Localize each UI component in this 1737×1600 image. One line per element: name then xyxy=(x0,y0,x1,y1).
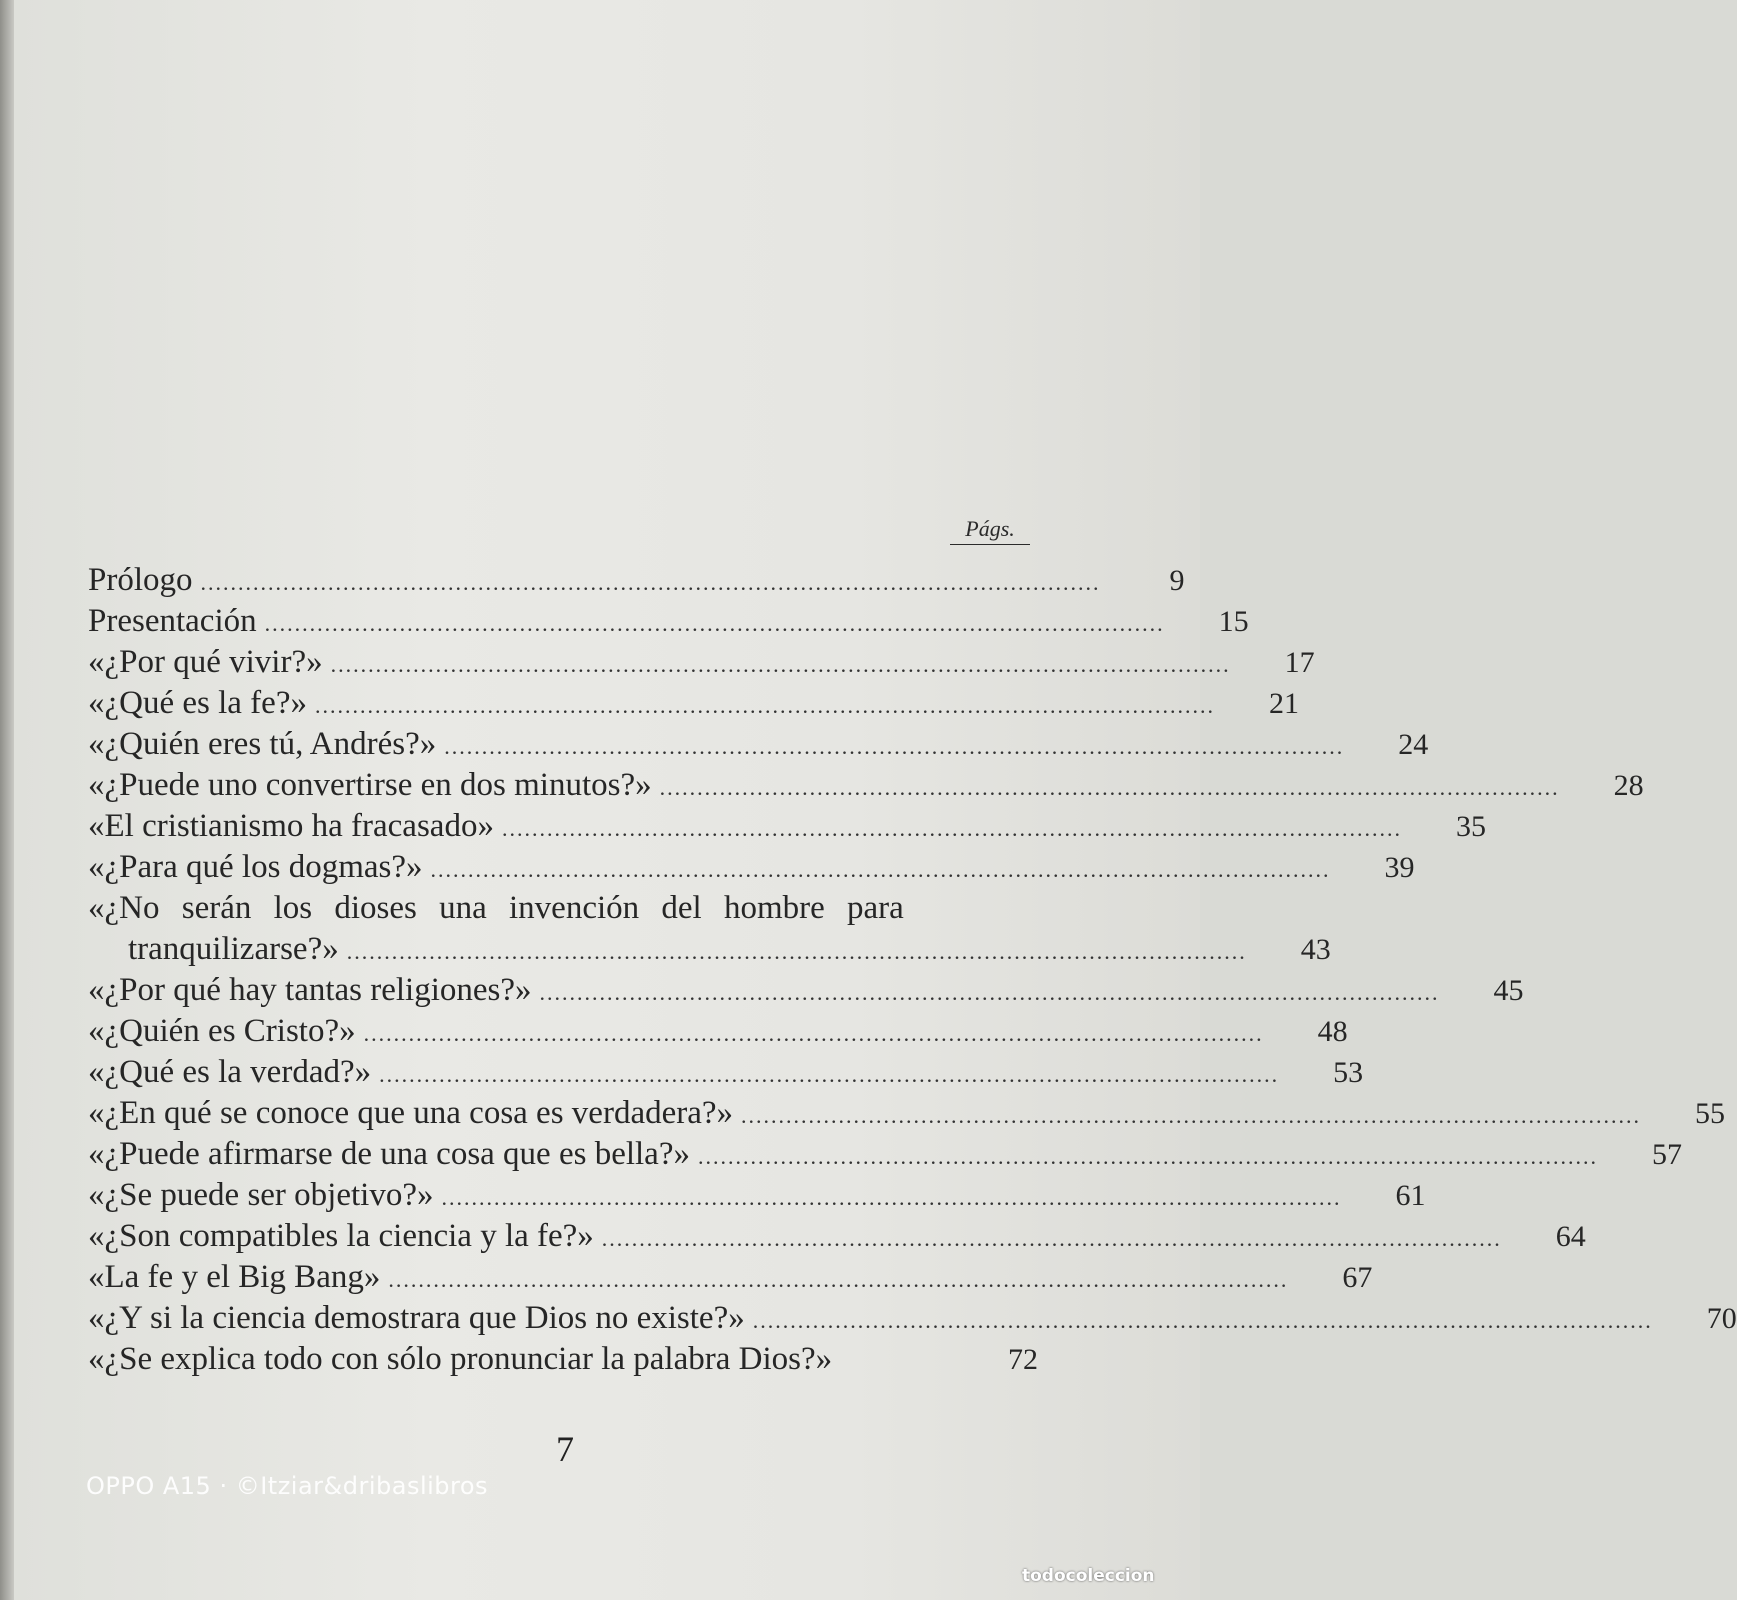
toc-entry-title: «¿En qué se conoce que una cosa es verdadera?» xyxy=(88,1095,734,1131)
toc-leader-dots: ........................................................................................................................ xyxy=(752,1308,1653,1333)
toc-leader-dots: ........................................................................................................................ xyxy=(601,1226,1502,1251)
toc-leader-dots: ........................................................................................................................ xyxy=(388,1267,1289,1292)
toc-leader-dots: ........................................................................................................................ xyxy=(264,611,1165,636)
toc-entry xyxy=(88,683,1299,724)
toc-entry-page: 45 xyxy=(1493,974,1524,1007)
toc-entry-page: 17 xyxy=(1284,646,1315,679)
toc-entry xyxy=(88,1175,1426,1216)
toc-entry xyxy=(88,765,1644,806)
toc-entry-page: 67 xyxy=(1342,1261,1373,1294)
toc-entry xyxy=(88,847,1415,888)
toc-entry-page: 55 xyxy=(1695,1097,1726,1130)
toc-entry xyxy=(88,1011,1348,1052)
toc-entry xyxy=(88,601,1249,642)
site-watermark: todocoleccion xyxy=(1022,1566,1155,1586)
toc-entry-page: 28 xyxy=(1613,769,1644,802)
toc-entry-title: «¿Quién es Cristo?» xyxy=(88,1013,356,1049)
toc-entry-title: «¿Para qué los dogmas?» xyxy=(88,849,423,885)
toc-entry-page: 72 xyxy=(1008,1343,1038,1376)
toc-entry-title: «La fe y el Big Bang» xyxy=(88,1259,381,1295)
toc-entry-page: 64 xyxy=(1555,1220,1586,1253)
toc-leader-dots: ........................................................................................................................ xyxy=(659,775,1560,800)
camera-watermark: OPPO A15 · ©Itziar&dribaslibros xyxy=(86,1472,489,1500)
toc-entry-title: «¿Y si la ciencia demostrara que Dios no existe?» xyxy=(88,1300,745,1336)
toc-entry xyxy=(88,970,1524,1011)
toc-entry xyxy=(88,642,1315,683)
toc-entry-page: 48 xyxy=(1317,1015,1348,1048)
toc-entry-title: «¿Se explica todo con sólo pronunciar la palabra Dios?» xyxy=(88,1341,833,1377)
toc-entry-page: 35 xyxy=(1455,810,1486,843)
toc-entry xyxy=(88,724,1429,765)
toc-leader-dots: ........................................................................................................................ xyxy=(441,1185,1342,1210)
toc-entry-title: tranquilizarse?» xyxy=(128,931,339,967)
toc-entry-title: «¿Puede afirmarse de una cosa que es bella?» xyxy=(88,1136,690,1172)
toc-leader-dots: ........................................................................................................................ xyxy=(314,693,1215,718)
toc-entry-title: «¿Por qué vivir?» xyxy=(88,644,323,680)
table-of-contents xyxy=(88,560,1737,1380)
toc-leader-dots: ........................................................................................................................ xyxy=(697,1144,1598,1169)
toc-entry-title: «El cristianismo ha fracasado» xyxy=(88,808,494,844)
toc-entry-page: 9 xyxy=(1169,564,1185,597)
book-spine-shadow xyxy=(0,0,14,1600)
toc-leader-dots: ........................................................................................................................ xyxy=(501,816,1402,841)
toc-entry-page: 57 xyxy=(1651,1138,1682,1171)
toc-leader-dots: ........................................................................................................................ xyxy=(379,1062,1280,1087)
toc-leader-dots: ........................................................................................................................ xyxy=(200,570,1101,595)
toc-entry xyxy=(88,806,1486,847)
toc-entry-page: 24 xyxy=(1398,728,1429,761)
page-number: 7 xyxy=(556,1429,574,1469)
toc-entry-title: «¿Son compatibles la ciencia y la fe?» xyxy=(88,1218,594,1254)
toc-entry xyxy=(88,1093,1726,1134)
toc-leader-dots: ........................................................................................................................ xyxy=(430,857,1331,882)
toc-entry-title: Presentación xyxy=(88,603,257,639)
toc-entry xyxy=(88,1298,1737,1339)
toc-entry-title: «¿Se puede ser objetivo?» xyxy=(88,1177,434,1213)
toc-entry-page: 21 xyxy=(1268,687,1299,720)
toc-entry xyxy=(88,1257,1373,1298)
toc-entry-page: 15 xyxy=(1218,605,1249,638)
toc-entry-page: 39 xyxy=(1384,851,1415,884)
toc-entry xyxy=(88,1339,1038,1380)
toc-entry xyxy=(88,1134,1682,1175)
toc-entry-title: «¿Puede uno convertirse en dos minutos?» xyxy=(88,767,652,803)
toc-leader-dots: ........................................................................................................................ xyxy=(444,734,1345,759)
toc-entry-continuation xyxy=(88,929,1331,970)
toc-entry-title: «¿Quién eres tú, Andrés?» xyxy=(88,726,437,762)
toc-entry-title: «¿Qué es la fe?» xyxy=(88,685,307,721)
toc-entry-page: 70 xyxy=(1706,1302,1737,1335)
toc-leader-dots: ........................................................................................................................ xyxy=(539,980,1440,1005)
pags-column-header: Págs. xyxy=(950,516,1030,545)
toc-entry-title: «¿Qué es la verdad?» xyxy=(88,1054,372,1090)
toc-entry-page: 61 xyxy=(1395,1179,1426,1212)
toc-entry-title: Prólogo xyxy=(88,562,193,598)
toc-entry-title: «¿Por qué hay tantas religiones?» xyxy=(88,972,532,1008)
toc-entry-page: 53 xyxy=(1333,1056,1364,1089)
toc-entry xyxy=(88,1216,1586,1257)
toc-entry-first-line xyxy=(88,888,1038,929)
toc-entry-page: 43 xyxy=(1300,933,1331,966)
toc-entry xyxy=(88,1052,1364,1093)
toc-leader-dots: ........................................................................................................................ xyxy=(741,1103,1642,1128)
toc-leader-dots: ........................................................................................................................ xyxy=(330,652,1231,677)
toc-leader-dots: ........................................................................................................................ xyxy=(346,939,1247,964)
toc-entry xyxy=(88,560,1185,601)
toc-entry-title: «¿No serán los dioses una invención del hombre para xyxy=(88,890,904,926)
toc-leader-dots: ........................................................................................................................ xyxy=(363,1021,1264,1046)
